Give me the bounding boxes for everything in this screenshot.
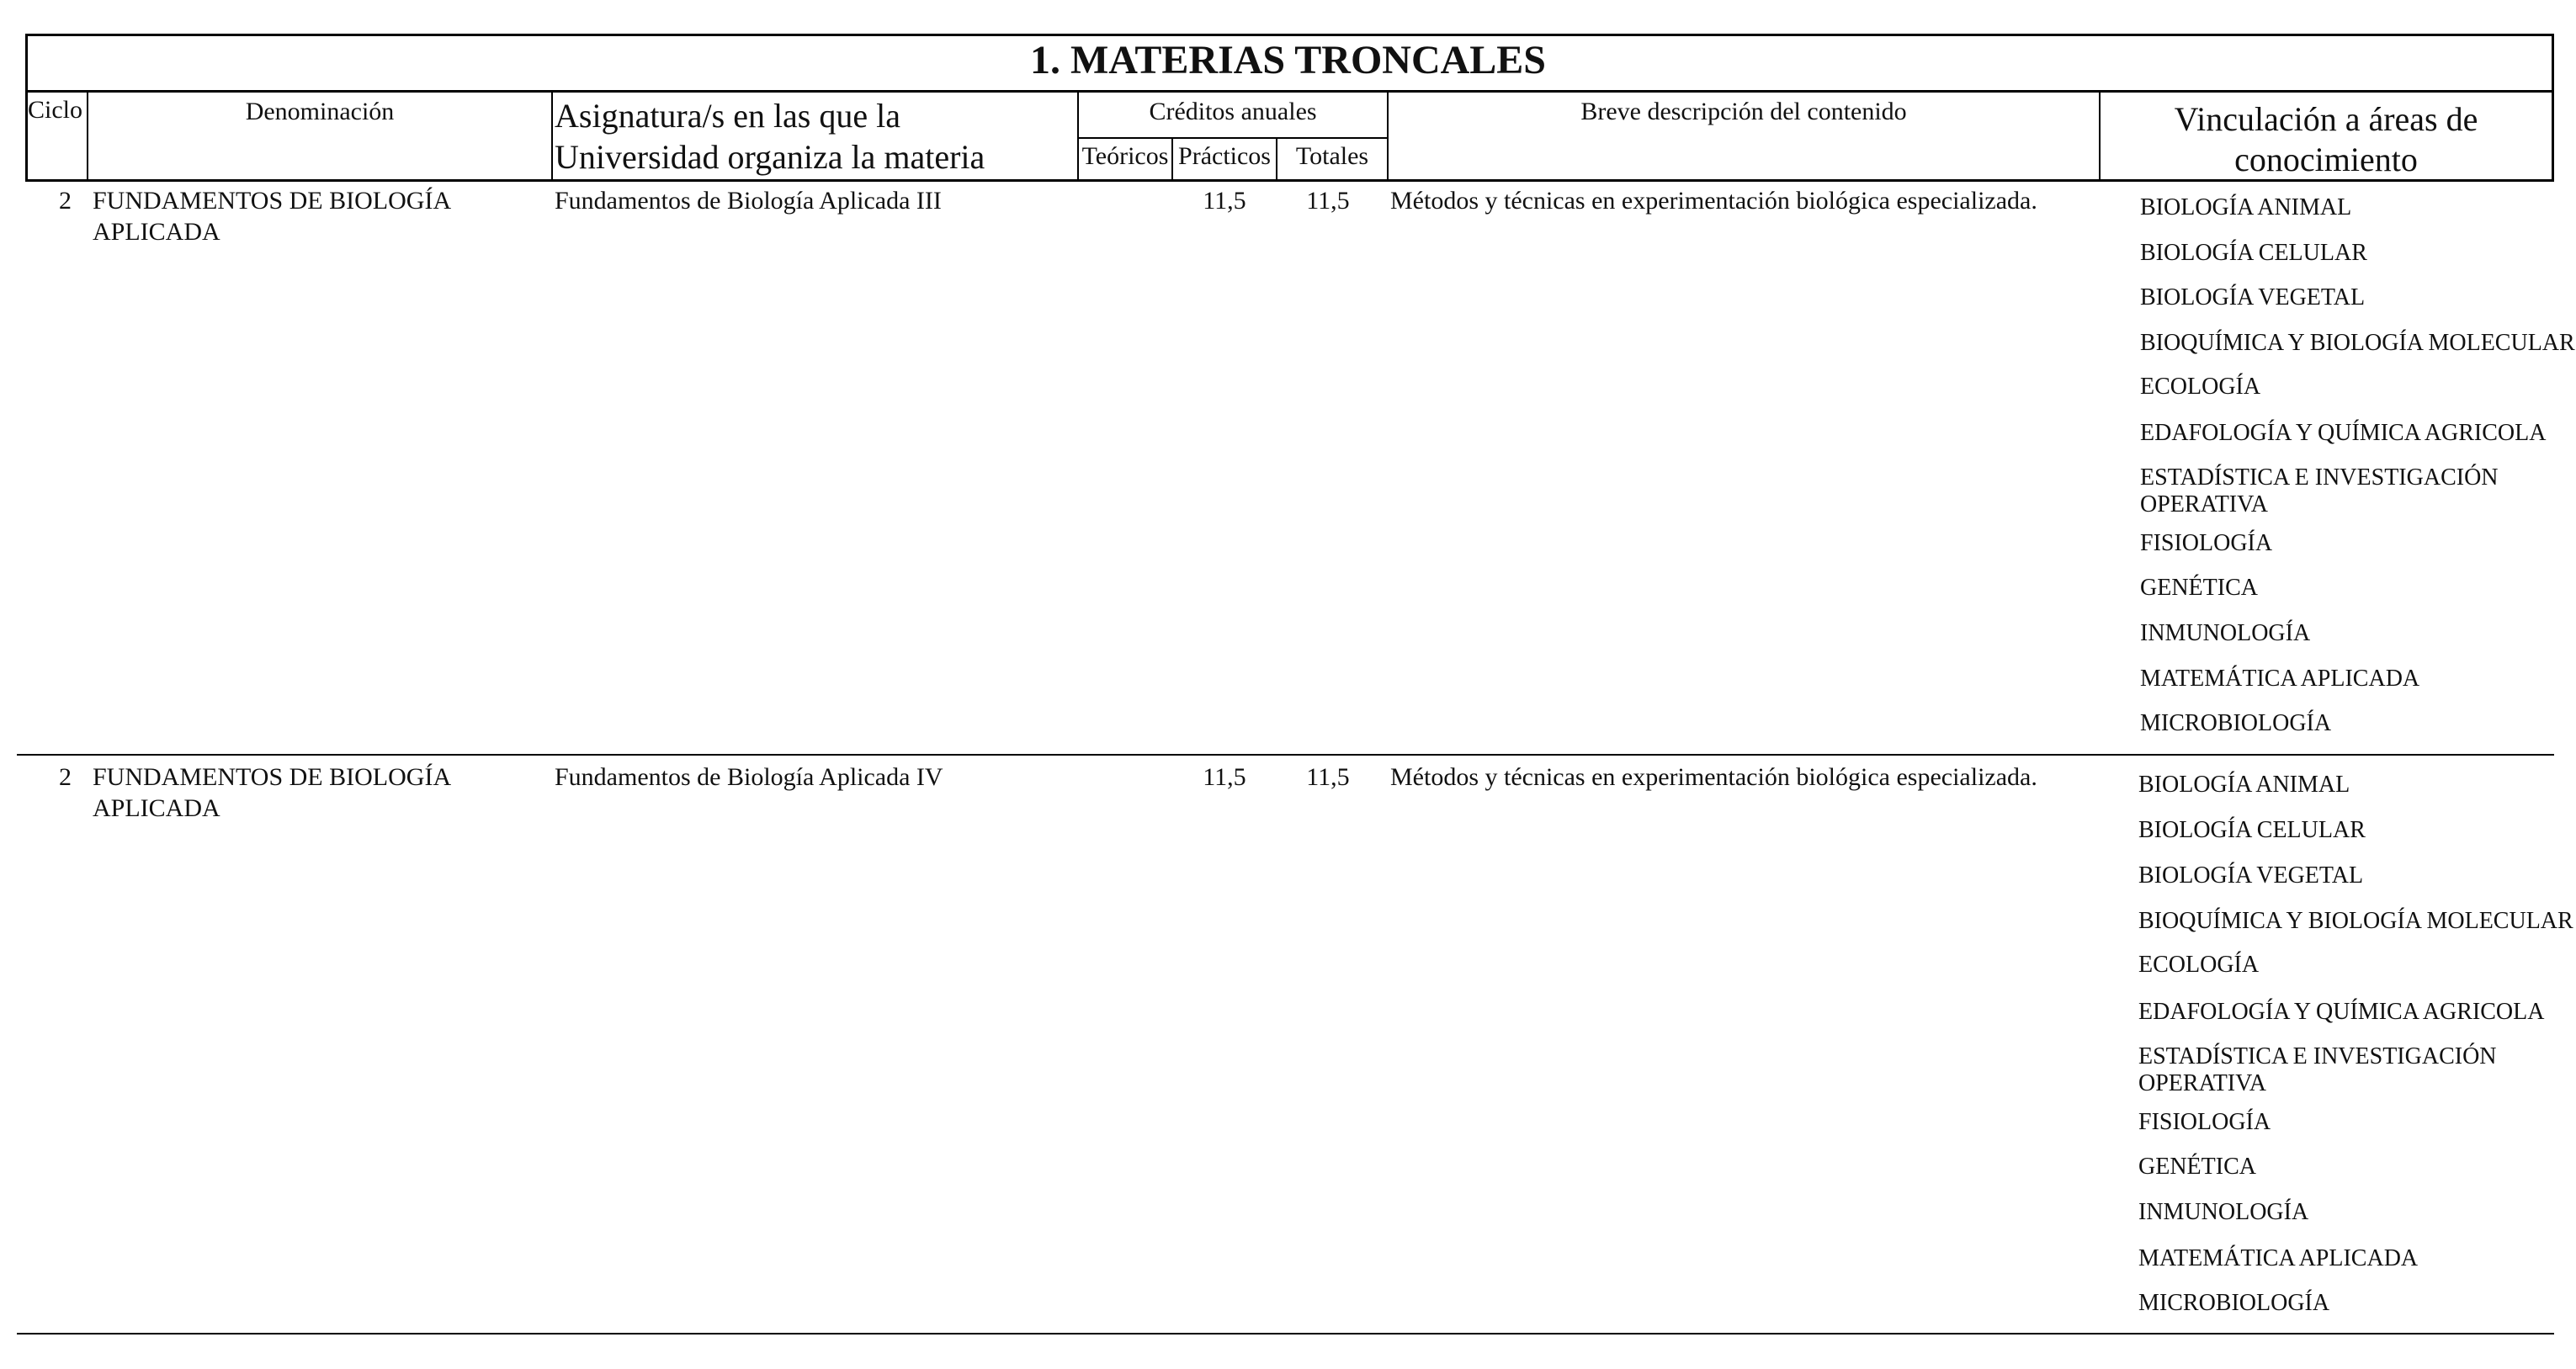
area-item: BIOLOGÍA ANIMAL xyxy=(2138,772,2350,798)
header-creditos: Créditos anuales xyxy=(1149,98,1317,125)
row-totales: 11,5 xyxy=(1306,187,1350,215)
header-descripcion: Breve descripción del contenido xyxy=(1580,98,1907,125)
row-denominacion-line2: APLICADA xyxy=(93,794,220,822)
title-box-top xyxy=(25,34,2554,36)
row-practicos: 11,5 xyxy=(1203,763,1246,791)
row-denominacion-line1: FUNDAMENTOS DE BIOLOGÍA xyxy=(93,763,452,791)
area-item: BIOLOGÍA VEGETAL xyxy=(2140,284,2366,310)
area-item: OPERATIVA xyxy=(2138,1070,2266,1096)
area-item: MICROBIOLOGÍA xyxy=(2138,1290,2330,1316)
row-separator xyxy=(17,754,2554,756)
title-divider xyxy=(25,90,2554,93)
table-bottom-line xyxy=(17,1333,2554,1335)
row-asignatura: Fundamentos de Biología Aplicada III xyxy=(555,187,942,215)
row-descripcion: Métodos y técnicas en experimentación biológica especializada. xyxy=(1390,763,2037,791)
header-asignatura-line2: Universidad organiza la materia xyxy=(555,138,985,176)
row-totales: 11,5 xyxy=(1306,763,1350,791)
area-item: EDAFOLOGÍA Y QUÍMICA AGRICOLA xyxy=(2138,999,2545,1025)
area-item: FISIOLOGÍA xyxy=(2140,530,2273,556)
col-divider-2 xyxy=(551,90,553,181)
row-ciclo: 2 xyxy=(59,187,72,215)
area-item: BIOLOGÍA VEGETAL xyxy=(2138,862,2364,889)
area-item: BIOLOGÍA CELULAR xyxy=(2138,817,2366,843)
area-item: INMUNOLOGÍA xyxy=(2140,620,2311,646)
header-vinculacion-line2: conocimiento xyxy=(2234,141,2418,178)
row-practicos: 11,5 xyxy=(1203,187,1246,215)
row-denominacion-line1: FUNDAMENTOS DE BIOLOGÍA xyxy=(93,187,452,215)
header-vinculacion-line1: Vinculación a áreas de xyxy=(2174,100,2478,138)
area-item: ESTADÍSTICA E INVESTIGACIÓN xyxy=(2138,1043,2497,1069)
row-descripcion: Métodos y técnicas en experimentación biológica especializada. xyxy=(1390,187,2037,215)
header-totales: Totales xyxy=(1295,142,1369,170)
area-item: MATEMÁTICA APLICADA xyxy=(2140,666,2420,692)
area-item: GENÉTICA xyxy=(2138,1154,2256,1180)
row-denominacion-line2: APLICADA xyxy=(93,218,220,246)
header-ciclo: Ciclo xyxy=(28,96,82,124)
area-item: ECOLOGÍA xyxy=(2140,374,2261,400)
area-item: OPERATIVA xyxy=(2140,491,2268,517)
area-item: MICROBIOLOGÍA xyxy=(2140,710,2332,736)
header-practicos: Prácticos xyxy=(1178,142,1271,170)
page-title: 1. MATERIAS TRONCALES xyxy=(1029,38,1546,82)
row-asignatura: Fundamentos de Biología Aplicada IV xyxy=(555,763,943,791)
header-bottom xyxy=(25,179,2554,182)
area-item: BIOQUÍMICA Y BIOLOGÍA MOLECULAR xyxy=(2138,908,2573,934)
row-ciclo: 2 xyxy=(59,763,72,791)
area-item: BIOLOGÍA CELULAR xyxy=(2140,240,2367,266)
area-item: ECOLOGÍA xyxy=(2138,952,2260,978)
area-item: GENÉTICA xyxy=(2140,575,2258,601)
area-item: BIOQUÍMICA Y BIOLOGÍA MOLECULAR xyxy=(2140,330,2575,356)
area-item: BIOLOGÍA ANIMAL xyxy=(2140,194,2352,220)
area-item: INMUNOLOGÍA xyxy=(2138,1199,2309,1225)
header-denominacion: Denominación xyxy=(245,98,395,125)
area-item: ESTADÍSTICA E INVESTIGACIÓN xyxy=(2140,464,2499,491)
area-item: MATEMÁTICA APLICADA xyxy=(2138,1245,2419,1271)
area-item: FISIOLOGÍA xyxy=(2138,1109,2271,1135)
area-item: EDAFOLOGÍA Y QUÍMICA AGRICOLA xyxy=(2140,420,2547,446)
creditos-sub-divider xyxy=(1077,137,1389,139)
header-asignatura-line1: Asignatura/s en las que la xyxy=(555,97,900,135)
header-teoricos: Teóricos xyxy=(1081,142,1169,170)
